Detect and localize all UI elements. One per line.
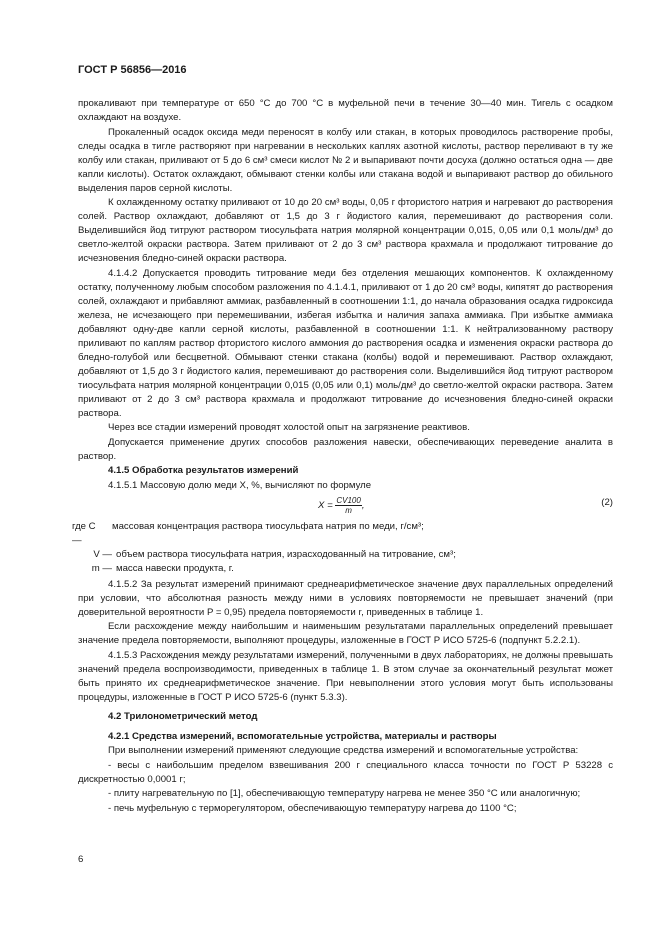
section-heading-4-1-5: 4.1.5 Обработка результатов измерений <box>108 465 299 476</box>
page-body <box>72 97 613 816</box>
definition-row <box>72 520 613 548</box>
paragraph: К охлажденному остатку приливают от 10 до 20 см³ воды, 0,05 г фтористого натрия и нагревают до растворения солей. Раствор охлаждают, добавляют от 1,5 до 3 г йодистого калия, перемешивают до растворения соли. Выделившийся йод титруют раствором тиосульфата натрия молярной концентрации 0,015, 0,05 или 0,1 моль/дм³ до светло-желтой окраски раствора. Затем приливают от 2 до 3 см³ раствора крахмала и продолжают титрование до исчезновения бледно-синей окраски раствора. <box>78 197 613 264</box>
formula-definitions <box>72 520 613 576</box>
paragraph: При выполнении измерений применяют следующие средства измерений и вспомогательные устройства: <box>108 745 579 756</box>
definition-row <box>78 548 613 562</box>
paragraph: Через все стадии измерений проводят холостой опыт на загрязнение реактивов. <box>108 422 470 433</box>
formula-fraction <box>335 496 361 515</box>
standard-header: ГОСТ Р 56856—2016 <box>78 64 187 76</box>
definition-lead: V — <box>93 548 112 560</box>
list-item: - печь муфельную с терморегулятором, обеспечивающую температуру нагрева до 1100 °С; <box>108 802 517 814</box>
paragraph-4-1-4-2: 4.1.4.2 Допускается проводить титрование меди без отделения мешающих компонентов. К охлажденному остатку, полученному любым способом разложения по 4.1.4.1, приливают от 1 до 20 см³ воды, кипятят до растворения солей, охлаждают и прибавляют аммиак, разбавленный в соотношении 1:1, до начала образования осадка гидроксида железа, не исчезающего при перемешивании, избегая избытка и наличия запаха аммиака. При избытке аммиака добавляют одну-две капли серной кислоты, разбавленной в соотношении 1:1. К нейтрализованному раствору приливают по каплям раствор фтористого кислого аммония до растворения осадка и изменения окраски раствора до бледно-голубой или бесцветной. Обмывают стенки стакана (колбы) водой и перемешивают. Раствор охлаждают, добавляют от 1,5 до 3 г йодистого калия, перемешивают до растворения соли. Выделившийся йод титруют раствором тиосульфата натрия молярной концентрации 0,015 (0,05 или 0,1) моль/дм³ до светло-желтой окраски раствора. Затем приливают от 2 до 3 см³ раствора крахмала и продолжают титрование до исчезновения бледно-синей окраски раствора. <box>78 267 613 419</box>
formula-denominator: m <box>345 505 352 515</box>
paragraph-4-1-5-2: 4.1.5.2 За результат измерений принимают среднеарифметическое значение двух параллельных определений при условии, что абсолютная разность между ними в условиях повторяемости не превышает значений (при доверительной вероятности P = 0,95) предела повторяемости r, приведенных в таблице 1. <box>78 578 613 618</box>
formula-expression <box>318 496 364 515</box>
definition-lead: m — <box>91 562 112 574</box>
definition-row <box>78 562 613 576</box>
list-item: - плиту нагревательную по [1], обеспечивающую температуру нагрева не менее 350 °С или аналогичную; <box>108 788 581 799</box>
paragraph-4-1-5-1: 4.1.5.1 Массовую долю меди X, %, вычисляют по формуле <box>108 479 372 491</box>
section-heading-4-2: 4.2 Трилонометрический метод <box>108 711 258 722</box>
page-number: 6 <box>78 854 84 865</box>
paragraph: Если расхождение между наибольшим и наименьшим результатами параллельных определений превышает значение предела повторяемости, выполняют процедуры, изложенные в ГОСТ Р ИСО 5725-6 (подпункт 5.2.2.1). <box>78 621 613 646</box>
section-heading-4-2-1: 4.2.1 Средства измерений, вспомогательные устройства, материалы и растворы <box>108 730 497 742</box>
definition-text: массовая концентрация раствора тиосульфата натрия по меди, г/см³; <box>112 520 424 532</box>
list-item: - весы с наибольшим пределом взвешивания 200 г специального класса точности по ГОСТ Р 53228 с дискретностью 0,0001 г; <box>78 759 613 785</box>
definition-lead: где C — <box>72 520 96 546</box>
formula-tail: , <box>361 499 365 511</box>
formula-2 <box>78 494 613 518</box>
definition-text: объем раствора тиосульфата натрия, израсходованный на титрование, см³; <box>116 548 456 560</box>
paragraph: Прокаленный осадок оксида меди переносят в колбу или стакан, в которых проводилось растворение пробы, следы осадка в тигле растворяют при нагревании в нескольких каплях азотной кислоты, раствор переливают в ту же колбу или стакан, приливают от 5 до 6 см³ смеси кислот № 2 и выпаривают почти досуха (должно остаться одна — две капли кислоты). Остаток охлаждают, обмывают стенки колбы или стакана водой и выпаривают раствор до обильного выделения паров серной кислоты. <box>78 126 613 194</box>
formula-lhs: X = <box>318 499 333 511</box>
paragraph: Допускается применение других способов разложения навески, обеспечивающих переведение аналита в раствор. <box>78 436 613 462</box>
definition-text: масса навески продукта, г. <box>116 562 234 574</box>
formula-numerator: CV100 <box>336 495 361 505</box>
paragraph-4-1-5-3: 4.1.5.3 Расхождения между результатами измерений, полученными в двух лабораториях, не должны превышать значений предела воспроизводимости, приведенных в таблице 1. В этом случае за окончательный результат может быть принято их среднеарифметическое значение. При невыполнении этого условия могут быть использованы процедуры, изложенные в ГОСТ Р ИСО 5725-6 (пункт 5.3.3). <box>78 649 613 703</box>
formula-number: (2) <box>601 496 613 508</box>
paragraph: прокаливают при температуре от 650 °С до 700 °С в муфельной печи в течение 30—40 мин. Тигель с осадком охлаждают на воздухе. <box>78 98 613 123</box>
